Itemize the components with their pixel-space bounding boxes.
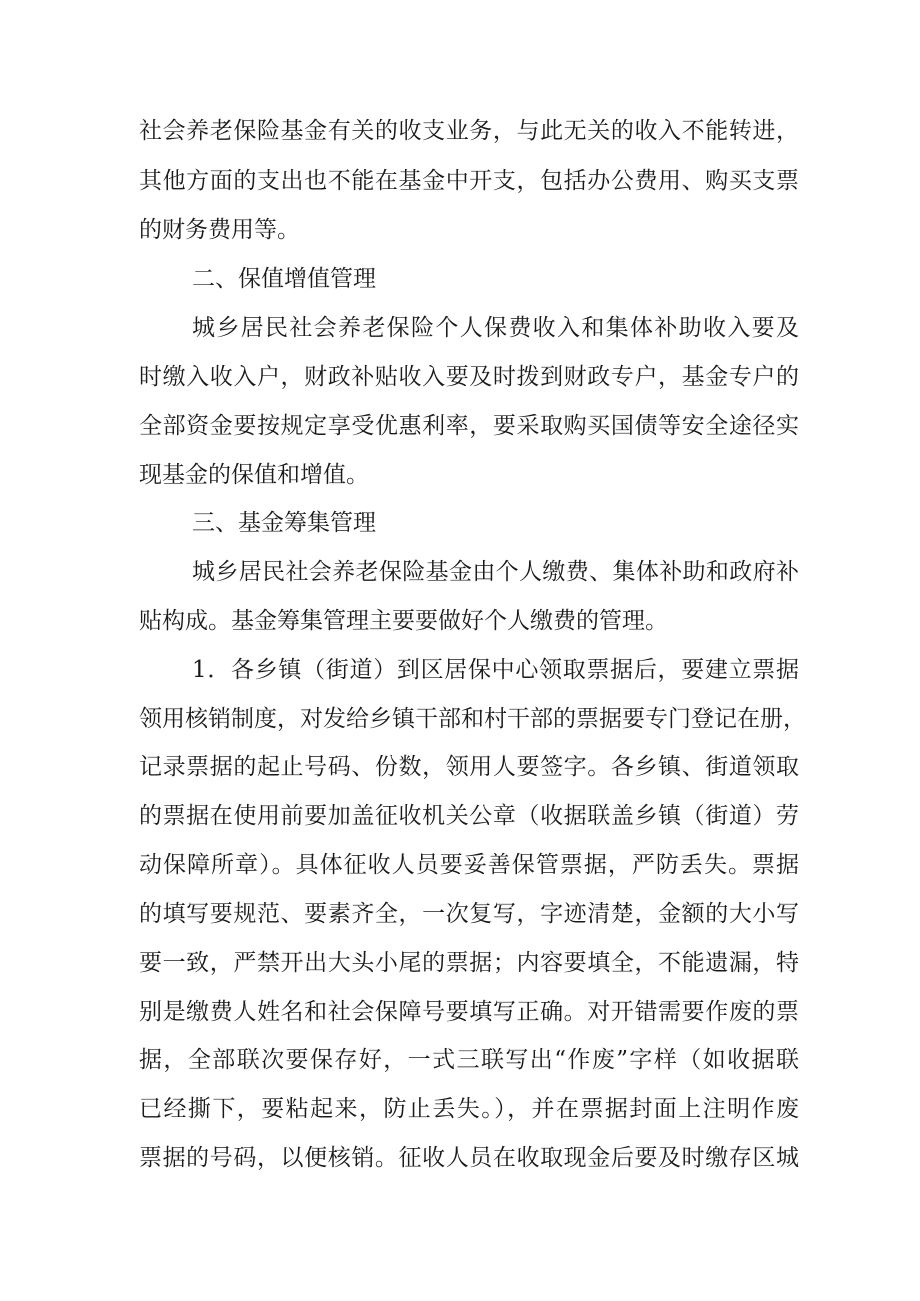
paragraph-line: 的财务费用等。 (139, 217, 300, 243)
paragraph-line: 的票据在使用前要加盖征收机关公章（收据联盖乡镇（街道）劳 (139, 803, 799, 829)
paragraph-line: 社会养老保险基金有关的收支业务，与此无关的收入不能转进， (139, 118, 799, 144)
paragraph-line: 据，全部联次要保存好，一式三联写出“作废”字样（如收据联 (139, 1047, 799, 1073)
paragraph-line: 记录票据的起止号码、份数，领用人要签字。各乡镇、街道领取 (139, 754, 799, 780)
paragraph-line: 票据的号码，以便核销。征收人员在收取现金后要及时缴存区城 (139, 1145, 799, 1171)
paragraph-line: 城乡居民社会养老保险基金由个人缴费、集体补助和政府补 (192, 559, 799, 585)
paragraph-line: 现基金的保值和增值。 (139, 462, 369, 488)
paragraph-line: 全部资金要按规定享受优惠利率，要采取购买国债等安全途径实 (139, 413, 799, 439)
paragraph-line: 已经撕下，要粘起来，防止丢失。），并在票据封面上注明作废 (139, 1096, 799, 1122)
paragraph-line: 时缴入收入户，财政补贴收入要及时拨到财政专户，基金专户的 (139, 364, 799, 390)
paragraph-line: 的填写要规范、要素齐全，一次复写，字迹清楚，金额的大小写 (139, 901, 799, 927)
section-heading: 三、基金筹集管理 (192, 510, 376, 536)
paragraph-line: 动保障所章）。具体征收人员要妥善保管票据，严防丢失。票据 (139, 852, 799, 878)
paragraph-line: 贴构成。基金筹集管理主要要做好个人缴费的管理。 (139, 608, 668, 634)
paragraph-line: 其他方面的支出也不能在基金中开支，包括办公费用、购买支票 (139, 168, 799, 194)
list-item-line: 1．各乡镇（街道）到区居保中心领取票据后，要建立票据 (192, 657, 799, 683)
paragraph-line: 领用核销制度，对发给乡镇干部和村干部的票据要专门登记在册， (139, 706, 806, 732)
paragraph-line: 别是缴费人姓名和社会保障号要填写正确。对开错需要作废的票 (139, 999, 799, 1025)
paragraph-line: 城乡居民社会养老保险个人保费收入和集体补助收入要及 (192, 315, 799, 341)
paragraph-line: 要一致，严禁开出大头小尾的票据；内容要填全，不能遗漏，特 (139, 950, 799, 976)
section-heading: 二、保值增值管理 (192, 266, 376, 292)
